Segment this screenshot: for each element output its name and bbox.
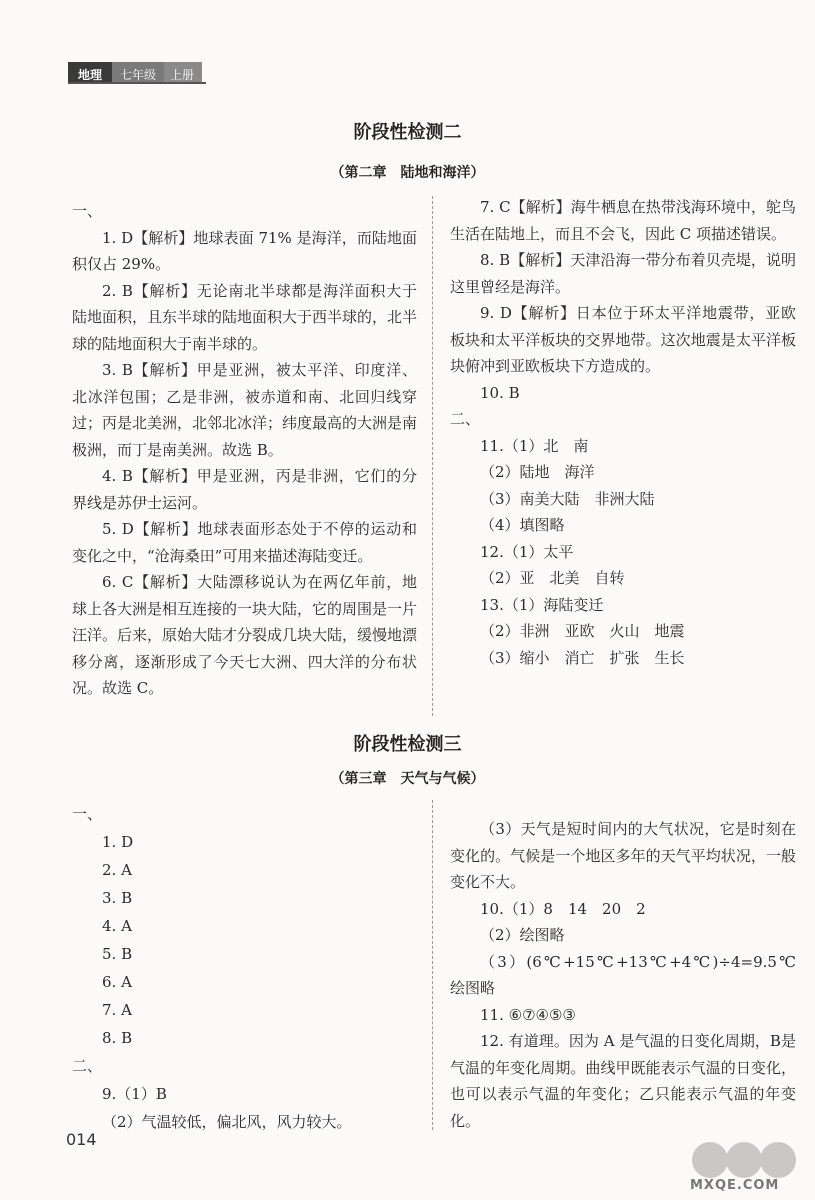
answer-item: （2）陆地 海洋 bbox=[480, 463, 595, 481]
answer-item: 4. A bbox=[102, 917, 132, 935]
header-subject: 地理 bbox=[68, 62, 112, 84]
answer-item: 2. A bbox=[102, 861, 132, 879]
header-volume: 上册 bbox=[164, 62, 202, 84]
answer-item: 8. B bbox=[102, 1029, 133, 1047]
answer-item: （3）(6℃+15℃+13℃+4℃)÷4=9.5℃ 绘图略 bbox=[450, 952, 812, 997]
answer-item: （2）绘图略 bbox=[480, 926, 565, 944]
answer-item: 10.（1）8 14 20 2 bbox=[480, 899, 646, 918]
column-divider-2 bbox=[432, 800, 433, 1130]
answer-item: 6. C【解析】大陆漂移说认为在两亿年前，地球上各大洲是相互连接的一块大陆，它的周围是一片汪洋。后来，原始大陆才分裂成几块大陆，缓慢地漂移分离，逐渐形成了今天七大洲、四大洋的分布状况。故选 C。 bbox=[72, 573, 418, 697]
answer-item: 4. B【解析】甲是亚洲，丙是非洲，它们的分界线是苏伊士运河。 bbox=[72, 467, 417, 512]
answer-item: 12.（1）太平 bbox=[480, 542, 574, 561]
answer-item: 3. B【解析】甲是亚洲，被太平洋、印度洋、北冰洋包围；乙是非洲，被赤道和南、北回归线穿过；丙是北美洲，北邻北冰洋；纬度最高的大洲是南极洲，而丁是南美洲。故选 B。 bbox=[72, 361, 418, 459]
answer-item: （3）缩小 消亡 扩张 生长 bbox=[480, 648, 685, 667]
answer-item: 9. D【解析】日本位于环太平洋地震带，亚欧板块和太平洋板块的交界地带。这次地震是太平洋板块俯冲到亚欧板块下方造成的。 bbox=[450, 304, 796, 375]
page-number: 014 bbox=[66, 1130, 97, 1149]
header-underline bbox=[68, 82, 206, 84]
header-grade: 七年级 bbox=[112, 62, 164, 84]
answer-item: （4）填图略 bbox=[480, 516, 565, 534]
answer-item: 2. B【解析】无论南北半球都是海洋面积大于陆地面积，且东半球的陆地面积大于西半球的，北半球的陆地面积大于南半球的。 bbox=[72, 281, 418, 353]
answer-item: （2）气温较低，偏北风，风力较大。 bbox=[102, 1113, 352, 1131]
answer-item: 一、 bbox=[72, 202, 103, 220]
answer-item: （2）亚 北美 自转 bbox=[480, 569, 625, 587]
answer-item: 10. B bbox=[480, 383, 520, 402]
answer-item: 1. D bbox=[102, 833, 134, 851]
answer-item: （3）南美大陆 非洲大陆 bbox=[480, 489, 655, 508]
section2-right-column bbox=[450, 194, 796, 671]
answer-item: 11. ⑥⑦④⑤③ bbox=[480, 1005, 576, 1024]
watermark-url: MXQE.COM bbox=[690, 1178, 780, 1193]
answer-item: 二、 bbox=[72, 1057, 103, 1075]
section2-title: 阶段性检测二 bbox=[353, 122, 462, 143]
answer-item: （2）非洲 亚欧 火山 地震 bbox=[480, 622, 685, 640]
section2-subtitle: （第二章 陆地和海洋） bbox=[330, 165, 485, 181]
answer-item: 1. D【解析】地球表面 71% 是海洋，而陆地面积仅占 29%。 bbox=[72, 228, 417, 273]
section2-left-column bbox=[72, 198, 417, 702]
answer-item: 6. A bbox=[102, 973, 132, 991]
answer-item: 5. D【解析】地球表面形态处于不停的运动和变化之中，“沧海桑田”可用来描述海陆变迁。 bbox=[72, 520, 417, 565]
answer-item: 5. B bbox=[102, 945, 133, 963]
answer-item: 7. C【解析】海牛栖息在热带浅海环境中，鸵鸟生活在陆地上，而且不会飞，因此 C 项描述错误。 bbox=[450, 198, 796, 243]
column-divider bbox=[432, 196, 433, 716]
answer-item: 9.（1）B bbox=[102, 1085, 167, 1103]
section3-subtitle: （第三章 天气与气候） bbox=[330, 771, 485, 787]
answer-item: 11.（1）北 南 bbox=[480, 436, 589, 455]
section3-right-column bbox=[450, 816, 812, 1134]
answer-item: 二、 bbox=[450, 410, 481, 428]
answer-item: 一、 bbox=[72, 805, 103, 823]
answer-item: （3）天气是短时间内的大气状况，它是时刻在变化的。气候是一个地区多年的天气平均状况，一般变化不大。 bbox=[450, 820, 796, 891]
section3-left-column bbox=[72, 800, 417, 1136]
section3-title: 阶段性检测三 bbox=[353, 734, 462, 755]
running-header bbox=[68, 62, 202, 84]
answer-item: 8. B【解析】天津沿海一带分布着贝壳堤，说明这里曾经是海洋。 bbox=[450, 251, 796, 296]
answer-item: 7. A bbox=[102, 1001, 132, 1019]
answer-item: 12. 有道理。因为 A 是气温的日变化周期，B是气温的年变化周期。曲线甲既能表示气温的日变化，也可以表示气温的年变化；乙只能表示气温的年变化。 bbox=[450, 1032, 796, 1130]
answer-item: 3. B bbox=[102, 889, 133, 907]
answer-item: 13.（1）海陆变迁 bbox=[480, 595, 604, 614]
